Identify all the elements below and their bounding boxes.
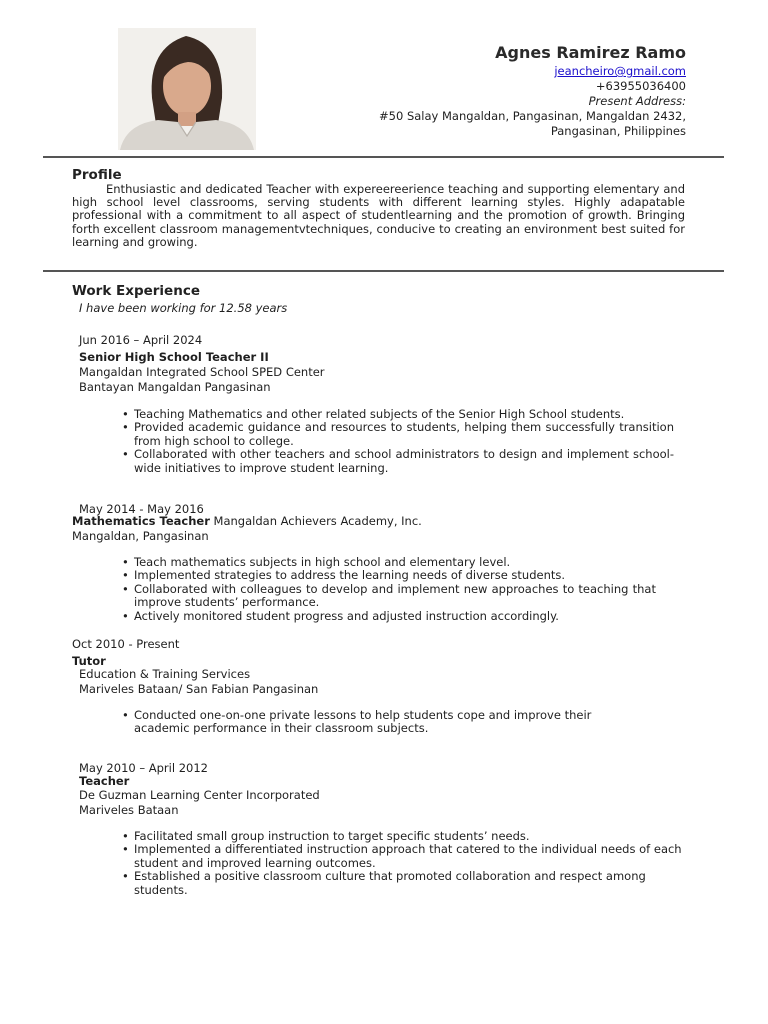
job-duties-list [122, 830, 700, 897]
job-location: Bantayan Mangaldan Pangasinan [79, 380, 271, 394]
phone-number: +63955036400 [595, 79, 686, 93]
job-location: Mangaldan, Pangasinan [72, 529, 209, 543]
contact-block [300, 44, 686, 139]
address-label: Present Address: [588, 94, 686, 108]
job-duties-list [122, 709, 637, 736]
section-divider [43, 270, 724, 272]
portrait-image [118, 28, 256, 150]
job-organization: Mangaldan Integrated School SPED Center [79, 365, 325, 379]
candidate-name: Agnes Ramirez Ramo [495, 43, 686, 62]
job-dates: Jun 2016 – April 2024 [79, 333, 203, 347]
profile-text: Enthusiastic and dedicated Teacher with expereereerience teaching and supporting elementary and high school level classrooms, serving students with different learning styles. Highly adapatable professional with a commitment to all aspect of studentlearning and the promotion of growth. Bringing forth excellent classroom managementvtechniques, conducive to creating an environment best suited for learning and growing. [72, 182, 685, 249]
list-item: • Teaching Mathematics and other related subjects of the Senior High School students. [122, 408, 674, 421]
job-duties-list [122, 556, 656, 623]
job-title: Mathematics Teacher [72, 514, 210, 528]
list-item: • Actively monitored student progress and adjusted instruction accordingly. [122, 610, 656, 623]
work-experience-summary: I have been working for 12.58 years [79, 301, 288, 315]
job-title: Tutor [72, 654, 106, 668]
job-organization: De Guzman Learning Center Incorporated [79, 788, 320, 802]
profile-photo [118, 28, 256, 150]
job-title-line [72, 514, 422, 529]
job-title: Teacher [79, 774, 130, 788]
list-item: • Provided academic guidance and resources to students, helping them successfully transition from high school to college. [122, 421, 674, 448]
address-line-1: #50 Salay Mangaldan, Pangasinan, Mangaldan 2432, [379, 109, 686, 123]
work-experience-heading: Work Experience [72, 283, 200, 299]
address-line-2: Pangasinan, Philippines [550, 124, 686, 138]
list-item: • Teach mathematics subjects in high school and elementary level. [122, 556, 656, 569]
job-title-line [79, 350, 269, 365]
job-location: Mariveles Bataan/ San Fabian Pangasinan [79, 682, 319, 696]
section-divider [43, 156, 724, 158]
list-item: • Implemented a differentiated instruction approach that catered to the individual needs of each student and improved learning outcomes. [122, 843, 700, 870]
job-title-rest: Teacher II [201, 350, 269, 364]
list-item: • Collaborated with colleagues to develop and implement new approaches to teaching that improve students’ performance. [122, 583, 656, 610]
profile-heading: Profile [72, 167, 122, 183]
list-item: • Conducted one-on-one private lessons to help students cope and improve their academic performance in their classroom subjects. [122, 709, 637, 736]
job-dates: Oct 2010 - Present [72, 637, 180, 651]
job-location: Mariveles Bataan [79, 803, 179, 817]
job-organization: Education & Training Services [79, 667, 251, 681]
job-dates: May 2010 – April 2012 [79, 761, 208, 775]
list-item: • Facilitated small group instruction to target specific students’ needs. [122, 830, 700, 843]
job-duties-list [122, 408, 674, 475]
job-title: Senior High School [79, 350, 202, 364]
email-link[interactable]: jeancheiro@gmail.com [554, 64, 686, 78]
job-organization: Mangaldan Achievers Academy, Inc. [209, 514, 422, 528]
job-dates: May 2014 - May 2016 [79, 502, 204, 516]
list-item: • Established a positive classroom culture that promoted collaboration and respect among students. [122, 870, 700, 897]
profile-summary [72, 183, 685, 249]
list-item: • Collaborated with other teachers and school administrators to design and implement school- wide initiatives to improve student learning. [122, 448, 674, 475]
list-item: • Implemented strategies to address the learning needs of diverse students. [122, 569, 656, 582]
